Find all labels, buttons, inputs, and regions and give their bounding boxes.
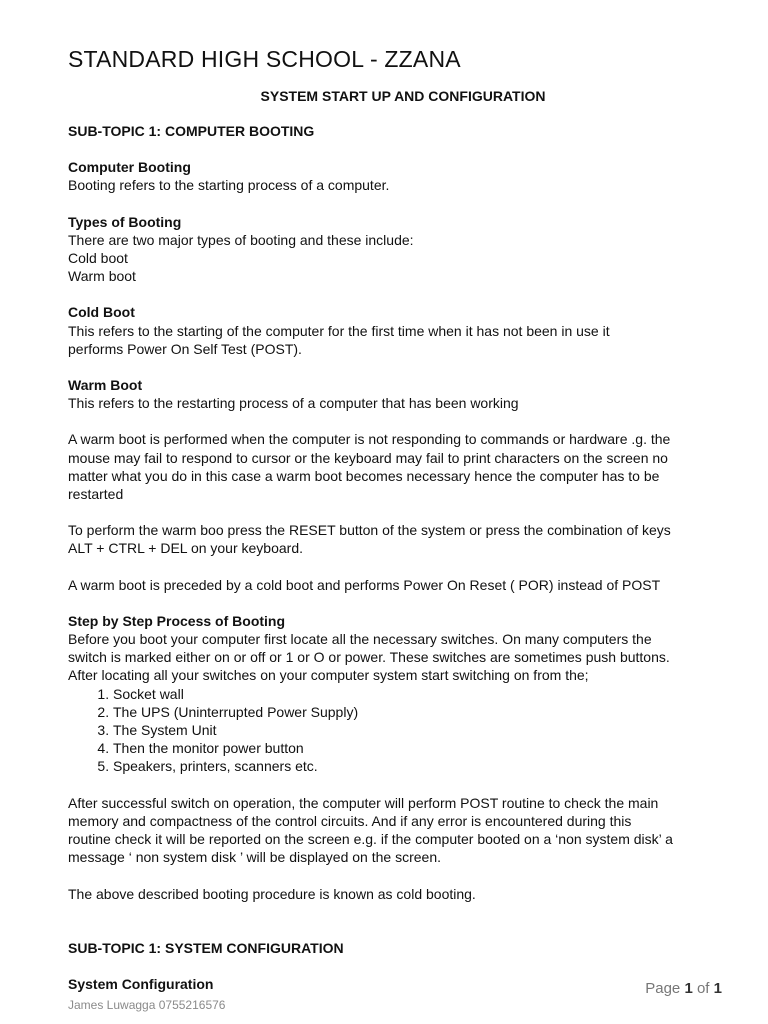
paragraph-line: A warm boot is performed when the computer is not responding to commands or hardware .g. the	[68, 431, 671, 448]
subtopic-heading: SUB-TOPIC 1: SYSTEM CONFIGURATION	[68, 939, 344, 956]
page-indicator	[645, 980, 722, 997]
paragraph: The above described booting procedure is known as cold booting.	[68, 885, 476, 902]
paragraph-line: matter what you do in this case a warm boot becomes necessary hence the computer has to be	[68, 467, 660, 484]
paragraph-line: ALT + CTRL + DEL on your keyboard.	[68, 540, 304, 557]
paragraph: There are two major types of booting and these include:	[68, 231, 414, 248]
paragraph-line: switch is marked either on or off or 1 or O or power. These switches are sometimes push buttons.	[68, 649, 670, 666]
paragraph-line: performs Power On Self Test (POST).	[68, 340, 302, 357]
section-heading-cold-boot: Cold Boot	[68, 304, 135, 321]
paragraph-line: mouse may fail to respond to cursor or the keyboard may fail to print characters on the screen no	[68, 449, 668, 466]
paragraph-line: routine check it will be reported on the screen e.g. if the computer booted on a ‘non system disk’ a	[68, 831, 673, 848]
section-heading-booting: Computer Booting	[68, 159, 191, 176]
boot-step: 3. The System Unit	[113, 721, 738, 739]
boot-step: 4. Then the monitor power button	[113, 739, 738, 757]
section-heading-config: System Configuration	[68, 975, 214, 992]
paragraph-line: restarted	[68, 486, 124, 503]
school-name: STANDARD HIGH SCHOOL - ZZANA	[68, 46, 461, 72]
paragraph: This refers to the restarting process of a computer that has been working	[68, 395, 519, 412]
boot-step: 1. Socket wall	[113, 685, 738, 703]
boot-steps-list	[68, 685, 738, 776]
paragraph-line: After locating all your switches on your computer system start switching on from the;	[68, 667, 589, 684]
list-item: Cold boot	[68, 250, 128, 267]
page-of: of	[696, 980, 710, 997]
section-heading-types: Types of Booting	[68, 213, 182, 230]
list-item: Warm boot	[68, 268, 136, 285]
paragraph: A warm boot is preceded by a cold boot and performs Power On Reset ( POR) instead of POST	[68, 576, 661, 593]
paragraph-line: message ‘ non system disk ’ will be displayed on the screen.	[68, 849, 441, 866]
footer-author: James Luwagga 0755216576	[68, 998, 226, 1012]
page-current: 1	[684, 980, 693, 997]
paragraph-line: This refers to the starting of the computer for the first time when it has not been in use it	[68, 322, 610, 339]
boot-step: 5. Speakers, printers, scanners etc.	[113, 757, 738, 775]
page-label: Page	[645, 980, 681, 997]
paragraph-line: memory and compactness of the control circuits. And if any error is encountered during this	[68, 812, 632, 829]
document-title: SYSTEM START UP AND CONFIGURATION	[260, 88, 546, 104]
paragraph-line: To perform the warm boo press the RESET button of the system or press the combination of keys	[68, 522, 671, 539]
section-heading-warm-boot: Warm Boot	[68, 377, 143, 394]
paragraph-line: Before you boot your computer first locate all the necessary switches. On many computers the	[68, 631, 652, 648]
paragraph: Booting refers to the starting process of a computer.	[68, 177, 390, 194]
page-total: 1	[713, 980, 722, 997]
document-body	[68, 122, 738, 993]
subtopic-heading: SUB-TOPIC 1: COMPUTER BOOTING	[68, 123, 315, 139]
section-heading-steps: Step by Step Process of Booting	[68, 612, 286, 629]
boot-step: 2. The UPS (Uninterrupted Power Supply)	[113, 703, 738, 721]
paragraph-line: After successful switch on operation, the computer will perform POST routine to check the main	[68, 794, 659, 811]
